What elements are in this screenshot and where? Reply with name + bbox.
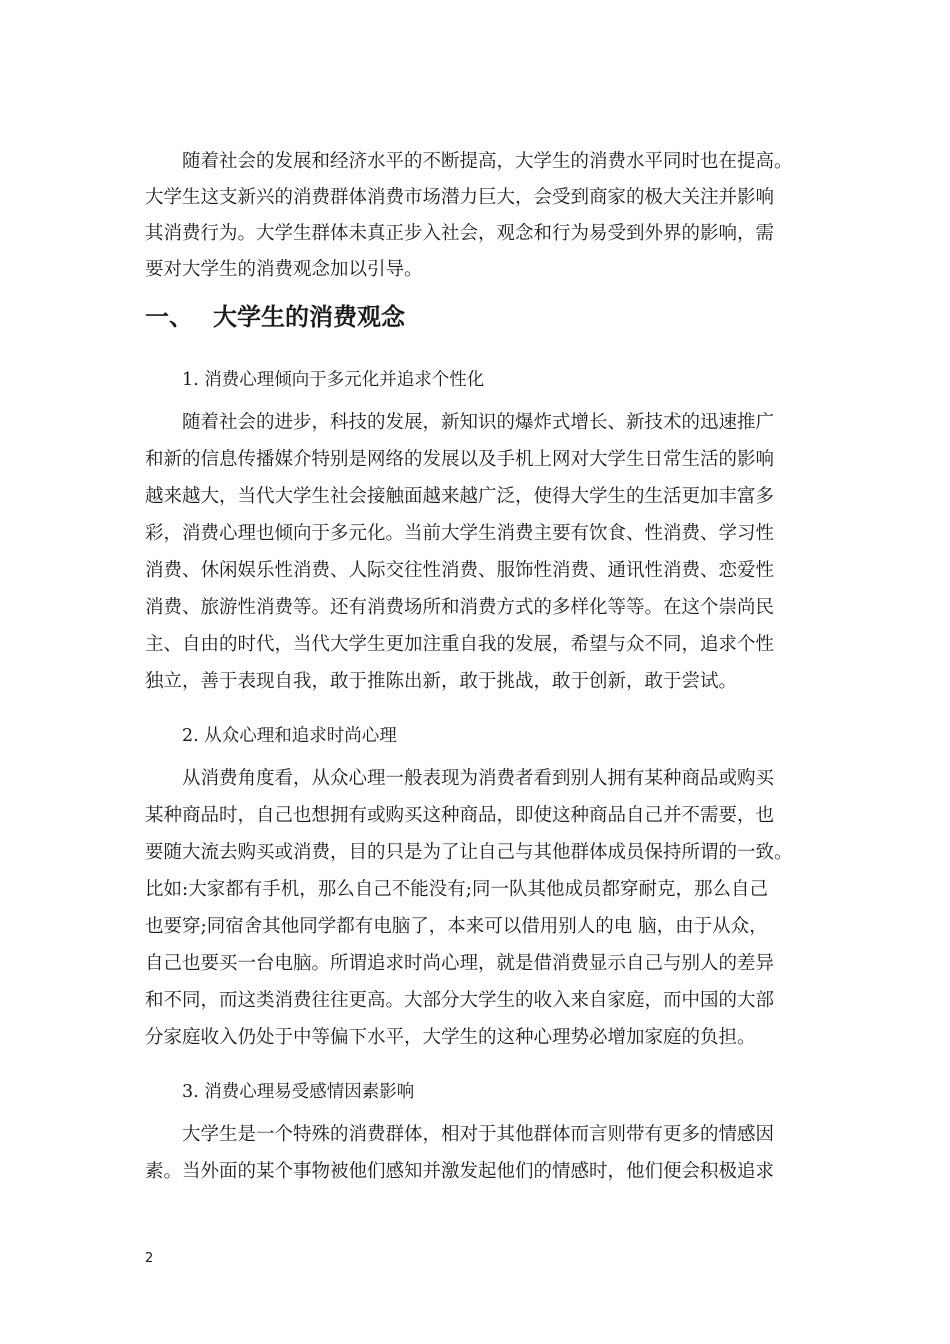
section-title: 2. 从众心理和追求时尚心理 — [182, 726, 397, 746]
body-line: 自己也要买一台电脑。所谓追求时尚心理，就是借消费显示自己与别人的差异 — [145, 953, 775, 974]
intro-line: 其消费行为。大学生群体未真正步入社会，观念和行为易受到外界的影响，需 — [145, 223, 775, 244]
body-line: 某种商品时，自己也想拥有或购买这种商品，即使这种商品自己并不需要，也 — [145, 805, 775, 826]
chapter-title: 大学生的消费观念 — [213, 303, 405, 331]
body-line: 比如:大家都有手机，那么自己不能没有;同一队其他成员都穿耐克，那么自己 — [145, 879, 768, 900]
body-line: 也要穿;同宿舍其他同学都有电脑了，本来可以借用别人的电 脑，由于从众， — [145, 916, 768, 937]
intro-line: 大学生这支新兴的消费群体消费市场潜力巨大，会受到商家的极大关注并影响 — [145, 187, 775, 208]
body-line: 消费、休闲娱乐性消费、人际交往性消费、服饰性消费、通讯性消费、恋爱性 — [145, 560, 775, 581]
chapter-number: 一、 — [145, 303, 193, 331]
body-line: 素。当外面的某个事物被他们感知并激发起他们的情感时，他们便会积极追求 — [145, 1161, 775, 1182]
section-title: 3. 消费心理易受感情因素影响 — [182, 1082, 415, 1102]
body-line: 和不同，而这类消费往往更高。大部分大学生的收入来自家庭，而中国的大部 — [145, 990, 775, 1011]
body-line: 分家庭收入仍处于中等偏下水平，大学生的这种心理势必增加家庭的负担。 — [145, 1027, 756, 1048]
body-line: 彩，消费心理也倾向于多元化。当前大学生消费主要有饮食、性消费、学习性 — [145, 523, 775, 544]
intro-line: 随着社会的发展和经济水平的不断提高，大学生的消费水平同时也在提高。 — [182, 151, 793, 172]
body-line: 越来越大，当代大学生社会接触面越来越广泛，使得大学生的生活更加丰富多 — [145, 486, 775, 507]
body-line: 消费、旅游性消费等。还有消费场所和消费方式的多样化等等。在这个崇尚民 — [145, 597, 775, 618]
body-line: 从消费角度看，从众心理一般表现为消费者看到别人拥有某种商品或购买 — [182, 768, 775, 789]
body-line: 大学生是一个特殊的消费群体，相对于其他群体而言则带有更多的情感因 — [182, 1124, 775, 1145]
section-title: 1. 消费心理倾向于多元化并追求个性化 — [182, 370, 485, 390]
intro-line: 要对大学生的消费观念加以引导。 — [145, 259, 423, 280]
body-line: 主、自由的时代，当代大学生更加注重自我的发展，希望与众不同，追求个性 — [145, 634, 775, 655]
body-line: 随着社会的进步，科技的发展，新知识的爆炸式增长、新技术的迅速推广 — [182, 412, 775, 433]
body-line: 要随大流去购买或消费，目的只是为了让自己与其他群体成员保持所谓的一致。 — [145, 842, 793, 863]
chapter-heading — [145, 297, 405, 332]
body-line: 独立，善于表现自我，敢于推陈出新，敢于挑战，敢于创新，敢于尝试。 — [145, 671, 738, 692]
page-number: 2 — [145, 1251, 154, 1266]
body-line: 和新的信息传播媒介特别是网络的发展以及手机上网对大学生日常生活的影响 — [145, 449, 775, 470]
